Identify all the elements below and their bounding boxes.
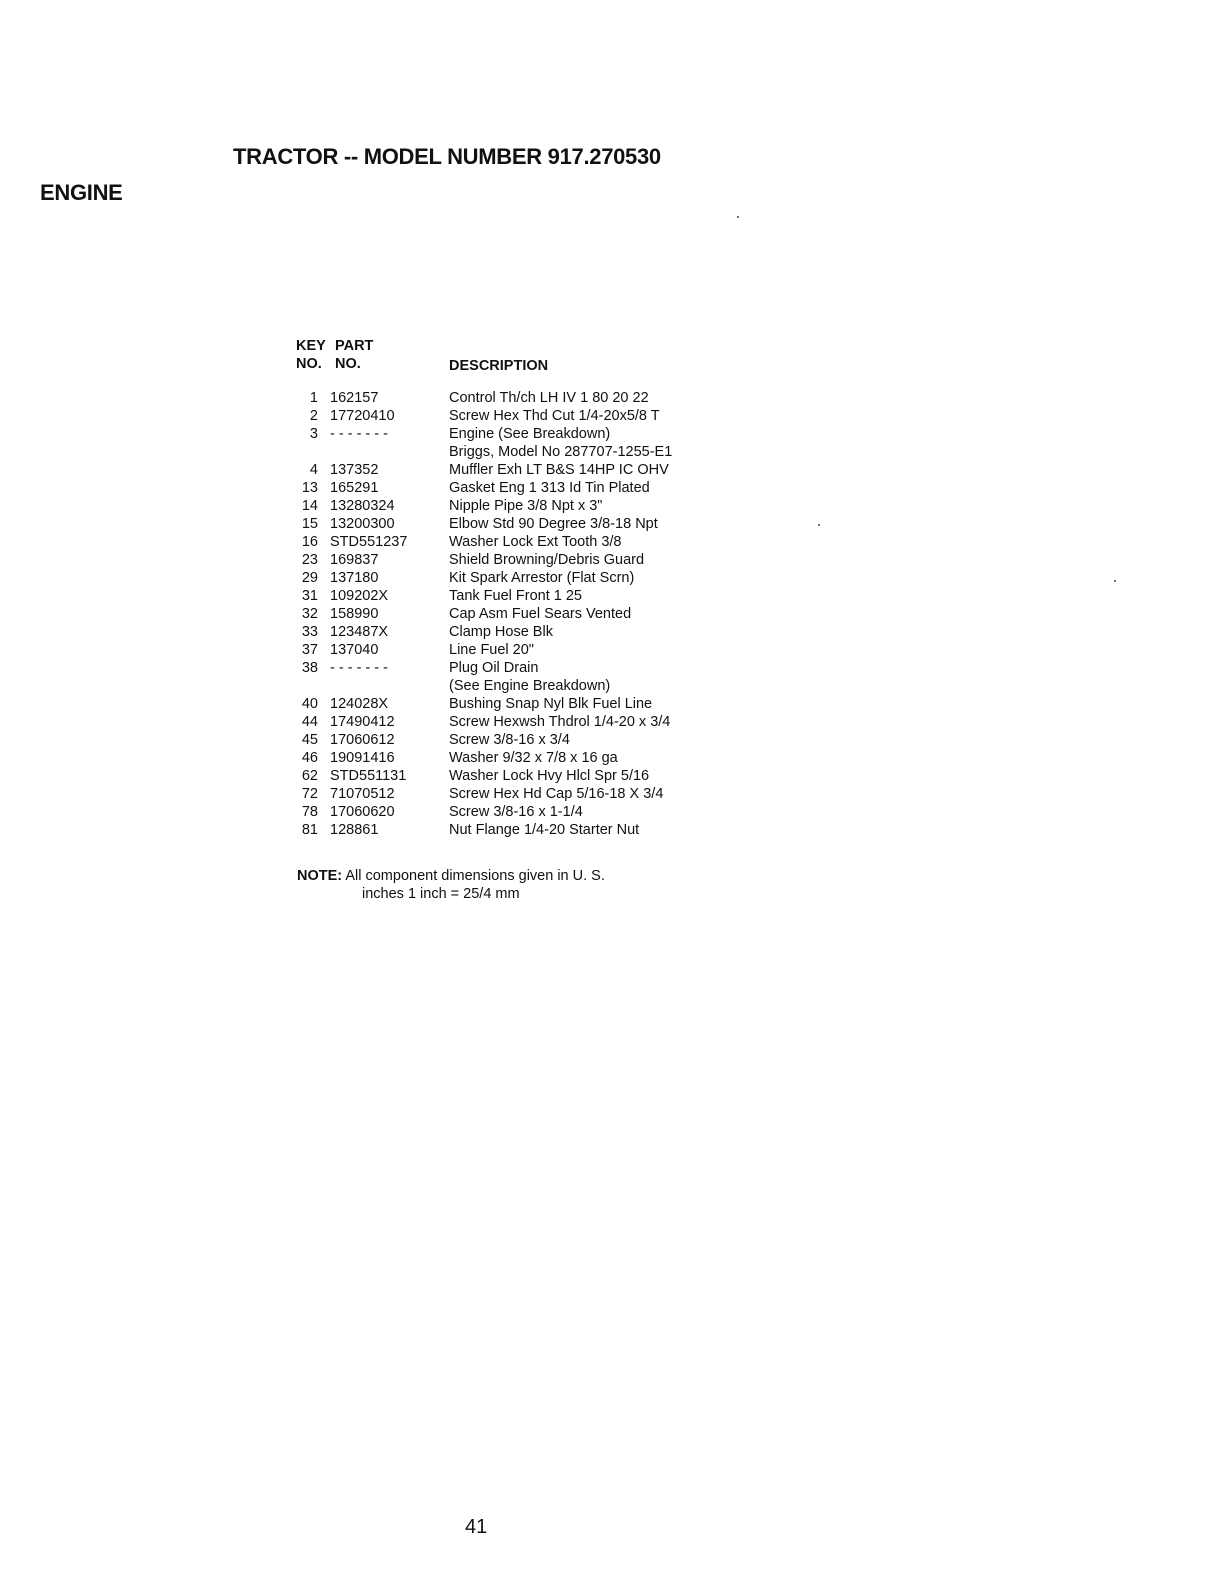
part-number-cell: 128861 <box>330 822 379 838</box>
description-cell: Muffler Exh LT B&S 14HP IC OHV <box>449 462 669 478</box>
key-cell: 31 <box>301 588 318 604</box>
part-number-cell: 162157 <box>330 390 379 406</box>
section-title: ENGINE <box>40 180 123 205</box>
part-number-cell: 71070512 <box>330 786 395 802</box>
page-title: TRACTOR -- MODEL NUMBER 917.270530 <box>233 144 661 169</box>
description-cell: Engine (See Breakdown) <box>449 426 611 442</box>
description-cell: Washer Lock Ext Tooth 3/8 <box>449 534 622 550</box>
scan-speck <box>818 524 820 526</box>
key-cell: 72 <box>301 786 318 802</box>
description-cell: Shield Browning/Debris Guard <box>449 552 645 568</box>
part-number-cell: 158990 <box>330 606 379 622</box>
note-label: NOTE: <box>297 868 343 884</box>
note-line1 <box>297 867 605 885</box>
part-number-cell: 17490412 <box>330 714 395 730</box>
key-cell: 1 <box>309 390 318 406</box>
note-text-line2: inches 1 inch = 25/4 mm <box>362 886 520 902</box>
description-cell: Elbow Std 90 Degree 3/8-18 Npt <box>449 516 658 532</box>
key-cell: 46 <box>301 750 318 766</box>
key-cell: 14 <box>301 498 318 514</box>
description-cell: Kit Spark Arrestor (Flat Scrn) <box>449 570 635 586</box>
key-cell: 2 <box>309 408 318 424</box>
key-cell: 38 <box>301 660 318 676</box>
key-cell: 44 <box>301 714 318 730</box>
description-cell: Line Fuel 20" <box>449 642 534 658</box>
header-part-line2: NO. <box>335 356 361 372</box>
part-number-cell: 13200300 <box>330 516 395 532</box>
description-cell: Screw Hexwsh Thdrol 1/4-20 x 3/4 <box>449 714 671 730</box>
part-number-cell: 17060612 <box>330 732 395 748</box>
part-number-cell: 123487X <box>330 624 389 640</box>
part-number-cell: - - - - - - - <box>330 660 388 676</box>
part-number-cell: 165291 <box>330 480 379 496</box>
description-cell: Clamp Hose Blk <box>449 624 553 640</box>
key-cell: 15 <box>301 516 318 532</box>
header-description: DESCRIPTION <box>449 358 549 374</box>
key-cell: 37 <box>301 642 318 658</box>
part-number-cell: 137040 <box>330 642 379 658</box>
part-number-cell: 19091416 <box>330 750 395 766</box>
key-cell: 33 <box>301 624 318 640</box>
part-number-cell: 169837 <box>330 552 379 568</box>
part-number-cell: 124028X <box>330 696 389 712</box>
part-number-cell: 109202X <box>330 588 389 604</box>
part-number-cell: STD551131 <box>330 768 407 784</box>
description-cell: Bushing Snap Nyl Blk Fuel Line <box>449 696 653 712</box>
part-number-cell: 17060620 <box>330 804 395 820</box>
description-cell: Screw 3/8-16 x 3/4 <box>449 732 570 748</box>
description-cell: Control Th/ch LH IV 1 80 20 22 <box>449 390 649 406</box>
scan-speck <box>737 216 739 218</box>
key-cell: 45 <box>301 732 318 748</box>
key-cell: 62 <box>301 768 318 784</box>
part-number-cell: 17720410 <box>330 408 395 424</box>
description-cell: Screw Hex Thd Cut 1/4-20x5/8 T <box>449 408 660 424</box>
scan-speck <box>1114 580 1116 582</box>
note-text-line1: All component dimensions given in U. S. <box>345 868 605 884</box>
key-cell: 3 <box>309 426 318 442</box>
key-cell: 23 <box>301 552 318 568</box>
key-cell: 78 <box>301 804 318 820</box>
description-cell: Washer 9/32 x 7/8 x 16 ga <box>449 750 618 766</box>
part-number-cell: - - - - - - - <box>330 426 388 442</box>
description-cell: (See Engine Breakdown) <box>449 678 611 694</box>
page-number: 41 <box>465 1516 488 1538</box>
description-cell: Screw 3/8-16 x 1-1/4 <box>449 804 583 820</box>
description-cell: Screw Hex Hd Cap 5/16-18 X 3/4 <box>449 786 664 802</box>
description-cell: Gasket Eng 1 313 Id Tin Plated <box>449 480 650 496</box>
description-cell: Plug Oil Drain <box>449 660 539 676</box>
header-key-line2: NO. <box>296 356 322 372</box>
description-cell: Briggs, Model No 287707-1255-E1 <box>449 444 673 460</box>
key-cell: 13 <box>301 480 318 496</box>
description-cell: Nut Flange 1/4-20 Starter Nut <box>449 822 640 838</box>
description-cell: Nipple Pipe 3/8 Npt x 3" <box>449 498 603 514</box>
header-part-line1: PART <box>335 338 374 354</box>
description-cell: Cap Asm Fuel Sears Vented <box>449 606 632 622</box>
key-cell: 32 <box>301 606 318 622</box>
description-cell: Tank Fuel Front 1 25 <box>449 588 582 604</box>
header-key-line1: KEY <box>296 338 326 354</box>
key-cell: 40 <box>301 696 318 712</box>
key-cell: 16 <box>301 534 318 550</box>
key-cell: 4 <box>309 462 318 478</box>
key-cell: 81 <box>301 822 318 838</box>
part-number-cell: STD551237 <box>330 534 408 550</box>
key-cell: 29 <box>301 570 318 586</box>
part-number-cell: 137352 <box>330 462 379 478</box>
description-cell: Washer Lock Hvy Hlcl Spr 5/16 <box>449 768 650 784</box>
part-number-cell: 13280324 <box>330 498 395 514</box>
part-number-cell: 137180 <box>330 570 379 586</box>
note <box>297 867 605 903</box>
